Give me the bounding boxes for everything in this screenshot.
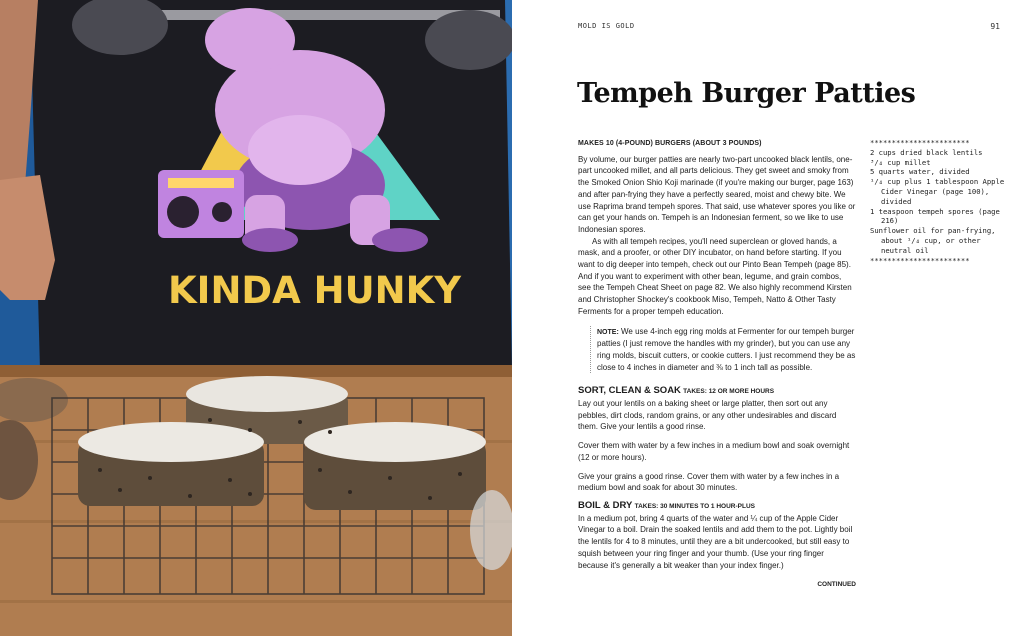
- running-head: MOLD IS GOLD: [578, 22, 635, 30]
- note-block: [590, 326, 856, 374]
- step-duration: TAKES: 30 MINUTES TO 1 HOUR-PLUS: [634, 502, 755, 510]
- step-title: SORT, CLEAN & SOAK: [578, 385, 681, 397]
- recipe-body: [578, 138, 856, 591]
- step-paragraph: Give your grains a good rinse. Cover them with water by a few inches in a medium bowl and soak for about 30 minutes.: [578, 471, 840, 493]
- recipe-page: [512, 0, 1024, 636]
- page-number: 91: [990, 22, 1000, 31]
- tempeh-patty: [78, 422, 264, 506]
- tempeh-patty: [304, 422, 486, 510]
- ingredient-item: ³/₄ cup millet: [870, 157, 931, 167]
- continued-label: CONTINUED: [817, 581, 856, 589]
- step-heading: [578, 385, 856, 398]
- step-duration: TAKES: 12 OR MORE HOURS: [683, 388, 775, 396]
- note-text: We use 4-inch egg ring molds at Fermenter for our tempeh burger patties (I just remove the handles with my grinder), but you can use any ring molds, biscuit cutters, or cookie cutters. I just recommend they be as close to 4 inches in diameter and ⅜ to 1 inch tall as possible.: [597, 326, 856, 372]
- intro-paragraph: As with all tempeh recipes, you'll need superclean or gloved hands, a mask, and a proofer, or other DIY incubator, on hand before starting. If you want to dig deeper into tempeh, check out our Pinto Bean Tempeh (page 85). And if you want to experiment with other bean, legume, and grain combos, see the Tempeh Cheat Sheet on page 82. We also highly recommend Kirsten and Christopher Shockey's cookbook Miso, Tempeh, Natto & Other Tasty Ferments for a proper tempeh education.: [578, 236, 852, 316]
- ingredient-list: [870, 138, 1010, 265]
- divider-stars: ***********************: [870, 255, 970, 265]
- divider-stars: ***********************: [870, 138, 970, 147]
- ingredient-item: 5 quarts water, divided: [870, 167, 970, 177]
- note-label: NOTE:: [597, 328, 619, 336]
- ingredient-item: 1 teaspoon tempeh spores (page 216): [870, 206, 1000, 226]
- step-heading: [578, 500, 856, 513]
- yield-line: MAKES 10 (4-POUND) BURGERS (ABOUT 3 POUNDS): [578, 140, 762, 147]
- step-paragraph: In a medium pot, bring 4 quarts of the water and ¼ cup of the Apple Cider Vinegar to a boil. Drain the soaked lentils and add them to the pot. Lightly boil the lentils for 4 to 8 minutes, until they are a bit undercooked, but still easy to squish between your ring finger and your thumb. (Use your ring finger because it's generally a bit weaker than your index finger.): [578, 513, 853, 570]
- recipe-title: Tempeh Burger Patties: [577, 78, 916, 109]
- step-title: BOIL & DRY: [578, 499, 633, 511]
- step-paragraph: Cover them with water by a few inches in a medium bowl and soak overnight (12 or more hours).: [578, 441, 850, 462]
- ingredient-item: 2 cups dried black lentils: [870, 147, 983, 157]
- shirt-text: KINDA HUNKY: [168, 269, 462, 312]
- ingredient-item: Sunflower oil for pan-frying, about ¹/₄ cup, or other neutral oil: [870, 226, 996, 255]
- ingredient-item: ¹/₄ cup plus 1 tablespoon Apple Cider Vinegar (page 100), divided: [870, 177, 1005, 206]
- intro-paragraph: By volume, our burger patties are nearly two-part uncooked black lentils, one-part uncooked millet, and all parts delicious. They get sweet and smoky from the Smoked Onion Shio Koji marinade (if you're making our burger, page 163) and after pan-frying they have a perfectly seared, moist and chewy bite. We use Raprima brand tempeh spores. That said, use whatever spores you like or can get your hands on. Tempeh is an Indonesian ferment, so we like to use Indonesian spores.: [578, 154, 856, 234]
- step-paragraph: Lay out your lentils on a baking sheet or large platter, then sort out any pebbles, dirt clods, random grains, or any other undesirables and discard them. Give your lentils a good rinse.: [578, 399, 837, 432]
